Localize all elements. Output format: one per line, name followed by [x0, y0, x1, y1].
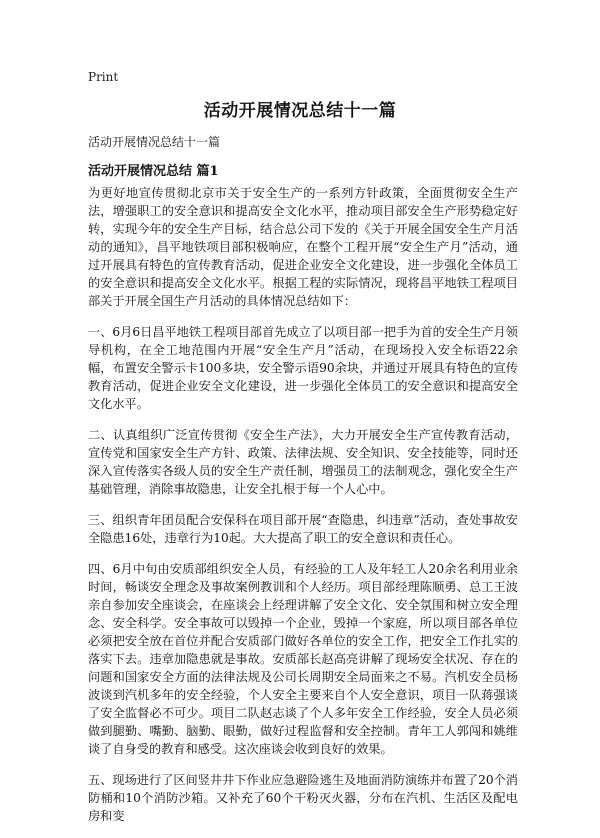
paragraph-1: 一、6月6日昌平地铁工程项目部首先成立了以项目部一把手为首的安全生产月领导机构，在全工地范围内开展“安全生产月”活动，在现场投入安全标语22余幅，布置安全警示卡100多块，安全警示语90余块，并通过开展具有特色的宣传教育活动，促进企业安全文化建设，进一步强化全体员工的安全意识和提高安全文化水平。 — [88, 325, 518, 411]
section-heading: 活动开展情况总结 篇1 — [88, 164, 219, 179]
document-title: 活动开展情况总结十一篇 — [203, 101, 397, 121]
paragraph-2: 二、认真组织广泛宣传贯彻《安全生产法》，大力开展安全生产宣传教育活动，宣传党和国家安全生产方针、政策、法律法规、安全知识、安全技能等，同时还深入宣传落实各级人员的安全生产责任制，增强员工的法制观念，强化安全生产基础管理，消除事故隐患，让安全扎根于每一个人心中。 — [88, 428, 518, 496]
print-label[interactable]: Print — [88, 70, 119, 84]
document-subtitle: 活动开展情况总结十一篇 — [88, 135, 221, 149]
paragraph-intro: 为更好地宣传贯彻北京市关于安全生产的一系列方针政策，全面贯彻安全生产法，增强职工的安全意识和提高安全文化水平，推动项目部安全生产形势稳定好转，实现今年的安全生产目标，结合总公司下发的《关于开展全国安全生产月活动的通知》，昌平地铁项目部积极响应，在整个工程开展“安全生产月”活动，通过开展具有特色的宣传教育活动，促进企业安全文化建设，进一步强化全体员工的安全意识和提高安全文化水平。根据工程的实际情况，现将昌平地铁工程项目部关于开展全国生产月活动的具体情况总结如下： — [88, 186, 518, 308]
paragraph-4: 四、6月中旬由安质部组织安全人员，有经验的工人及年轻工人20余名利用业余时间，畅谈安全理念及事故案例教训和个人经历。项目部经理陈顺勇、总工王波亲自参加安全座谈会，在座谈会上经理讲解了安全文化、安全氛围和树立安全理念、安全科学。安全事故可以毁掉一个企业，毁掉一个家庭，所以项目部各单位必须把安全放在首位并配合安质部门做好各单位的安全工作，把安全工作扎实的落实下去。违章加隐患就是事故。安质部长赵高亮讲解了现场安全状况、存在的问题和国家安全方面的法律法规及公司长周期安全局面来之不易。汽机安全员杨波谈到汽机多年的安全经验，个人安全主要来自个人安全意识，项目一队蒋强谈了安全监督必不可少。项目二队赵志谈了个人多年安全工作经验，安全人员必须做到腿勤、嘴勤、脑勤、眼勤，做好过程监督和安全控制。青年工人郭闯和姚维谈了自身受的教育和感受。这次座谈会收到良好的效果。 — [88, 562, 518, 756]
paragraph-3: 三、组织青年团员配合安保科在项目部开展“查隐患，纠违章”活动，查处事故安全隐患16处，违章行为10起。大大提高了职工的安全意识和责任心。 — [88, 513, 518, 545]
document-body — [88, 184, 518, 838]
paragraph-5: 五、现场进行了区间竖井井下作业应急避险逃生及地面消防演练并布置了20个消防桶和10个消防沙箱。又补充了60个干粉灭火器，分布在汽机、生活区及配电房和变 — [88, 773, 518, 823]
